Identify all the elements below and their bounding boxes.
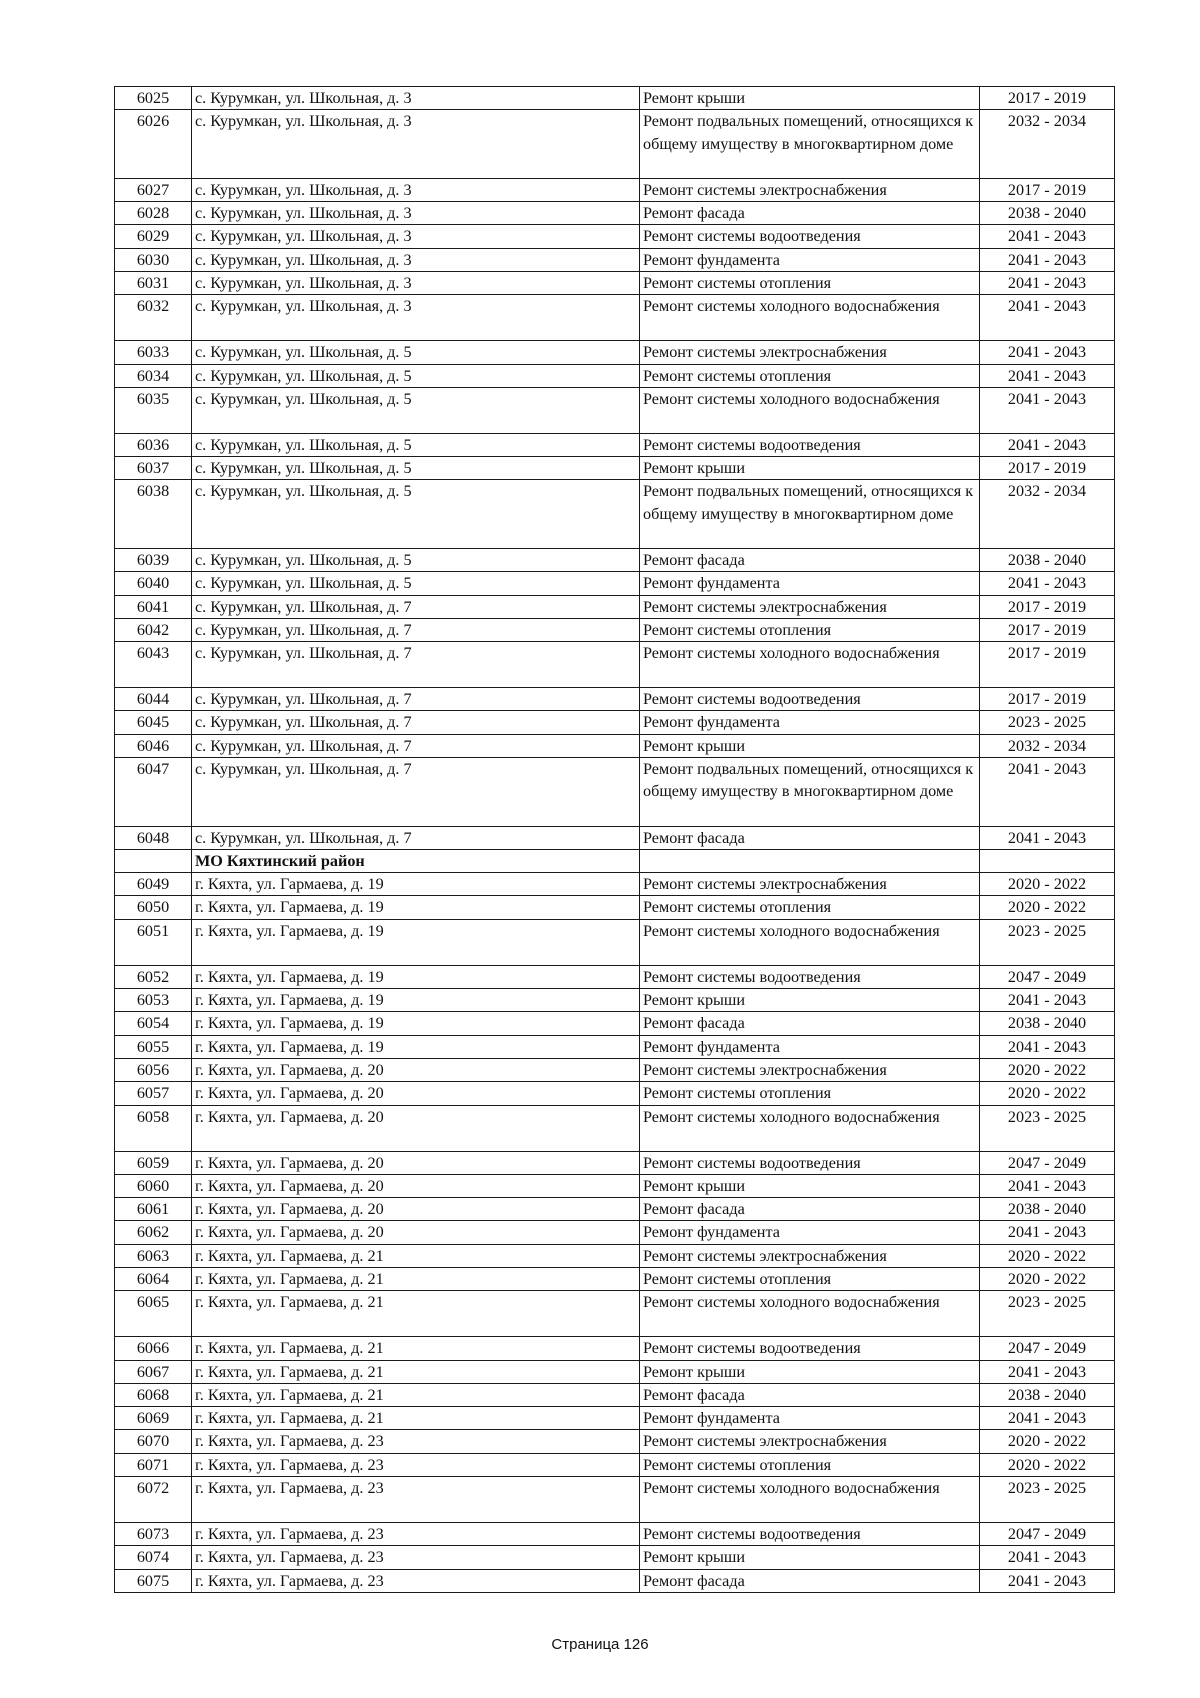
period-cell: 2020 - 2022 — [980, 1082, 1115, 1105]
period-cell: 2032 - 2034 — [980, 734, 1115, 757]
address-cell: с. Курумкан, ул. Школьная, д. 7 — [192, 595, 640, 618]
row-number-cell: 6070 — [115, 1430, 192, 1453]
work-type-cell: Ремонт крыши — [640, 1546, 980, 1569]
row-number-cell: 6048 — [115, 826, 192, 849]
row-number-cell: 6073 — [115, 1523, 192, 1546]
table-row — [115, 989, 1115, 1012]
work-type-cell: Ремонт системы электроснабжения — [640, 1244, 980, 1267]
row-number-cell: 6066 — [115, 1337, 192, 1360]
work-type-cell: Ремонт системы отопления — [640, 1453, 980, 1476]
table-row — [115, 1569, 1115, 1592]
table-row — [115, 1291, 1115, 1337]
address-cell: с. Курумкан, ул. Школьная, д. 5 — [192, 364, 640, 387]
work-type-cell: Ремонт системы отопления — [640, 896, 980, 919]
row-number-cell: 6030 — [115, 248, 192, 271]
row-number-cell: 6057 — [115, 1082, 192, 1105]
period-cell: 2020 - 2022 — [980, 1430, 1115, 1453]
row-number-cell: 6029 — [115, 225, 192, 248]
work-type-cell: Ремонт системы отопления — [640, 271, 980, 294]
work-type-cell: Ремонт системы отопления — [640, 618, 980, 641]
work-type-cell: Ремонт фасада — [640, 1012, 980, 1035]
period-cell: 2041 - 2043 — [980, 1407, 1115, 1430]
row-number-cell: 6059 — [115, 1151, 192, 1174]
work-type-cell: Ремонт системы холодного водоснабжения — [640, 642, 980, 688]
table-row — [115, 1012, 1115, 1035]
table-row — [115, 87, 1115, 110]
period-cell: 2041 - 2043 — [980, 989, 1115, 1012]
row-number-cell: 6026 — [115, 110, 192, 179]
address-cell: с. Курумкан, ул. Школьная, д. 5 — [192, 341, 640, 364]
period-cell: 2041 - 2043 — [980, 271, 1115, 294]
address-cell: г. Кяхта, ул. Гармаева, д. 19 — [192, 1012, 640, 1035]
address-cell: с. Курумкан, ул. Школьная, д. 3 — [192, 87, 640, 110]
work-type-cell: Ремонт системы электроснабжения — [640, 1058, 980, 1081]
work-type-cell: Ремонт системы холодного водоснабжения — [640, 1291, 980, 1337]
table-row — [115, 364, 1115, 387]
address-cell: г. Кяхта, ул. Гармаева, д. 20 — [192, 1174, 640, 1197]
address-cell: г. Кяхта, ул. Гармаева, д. 23 — [192, 1430, 640, 1453]
work-type-cell: Ремонт фасада — [640, 1198, 980, 1221]
work-type-cell: Ремонт системы электроснабжения — [640, 873, 980, 896]
work-type-cell: Ремонт системы отопления — [640, 364, 980, 387]
address-cell: с. Курумкан, ул. Школьная, д. 7 — [192, 758, 640, 827]
work-type-cell: Ремонт системы водоотведения — [640, 688, 980, 711]
address-cell: с. Курумкан, ул. Школьная, д. 7 — [192, 642, 640, 688]
period-cell: 2017 - 2019 — [980, 642, 1115, 688]
table-row — [115, 271, 1115, 294]
table-row — [115, 688, 1115, 711]
work-type-cell: Ремонт системы холодного водоснабжения — [640, 387, 980, 433]
table-row — [115, 1268, 1115, 1291]
table-row — [115, 295, 1115, 341]
period-cell: 2041 - 2043 — [980, 1221, 1115, 1244]
period-cell: 2041 - 2043 — [980, 225, 1115, 248]
period-cell: 2032 - 2034 — [980, 110, 1115, 179]
address-cell: с. Курумкан, ул. Школьная, д. 7 — [192, 688, 640, 711]
table-row — [115, 248, 1115, 271]
page-number: Страница 126 — [551, 1636, 649, 1653]
table-row — [115, 1151, 1115, 1174]
row-number-cell: 6049 — [115, 873, 192, 896]
address-cell: с. Курумкан, ул. Школьная, д. 5 — [192, 548, 640, 571]
address-cell: с. Курумкан, ул. Школьная, д. 5 — [192, 433, 640, 456]
work-type-cell: Ремонт системы отопления — [640, 1082, 980, 1105]
period-cell: 2038 - 2040 — [980, 1012, 1115, 1035]
work-type-cell: Ремонт системы электроснабжения — [640, 595, 980, 618]
table-row — [115, 826, 1115, 849]
row-number-cell: 6034 — [115, 364, 192, 387]
period-cell: 2047 - 2049 — [980, 965, 1115, 988]
table-row — [115, 1430, 1115, 1453]
row-number-cell: 6071 — [115, 1453, 192, 1476]
work-type-cell: Ремонт фундамента — [640, 572, 980, 595]
period-cell: 2047 - 2049 — [980, 1337, 1115, 1360]
address-cell: г. Кяхта, ул. Гармаева, д. 21 — [192, 1383, 640, 1406]
table-row — [115, 110, 1115, 179]
repair-schedule-table — [114, 86, 1115, 1593]
work-type-cell: Ремонт системы отопления — [640, 1268, 980, 1291]
table-row — [115, 711, 1115, 734]
work-type-cell: Ремонт подвальных помещений, относящихся к общему имуществу в многоквартирном доме — [640, 758, 980, 827]
table-row — [115, 1383, 1115, 1406]
table-row — [115, 1035, 1115, 1058]
period-cell: 2023 - 2025 — [980, 919, 1115, 965]
table-row — [115, 758, 1115, 827]
work-type-cell: Ремонт системы холодного водоснабжения — [640, 295, 980, 341]
period-cell: 2041 - 2043 — [980, 572, 1115, 595]
address-cell: г. Кяхта, ул. Гармаева, д. 21 — [192, 1337, 640, 1360]
period-cell: 2041 - 2043 — [980, 826, 1115, 849]
address-cell: г. Кяхта, ул. Гармаева, д. 19 — [192, 1035, 640, 1058]
row-number-cell: 6045 — [115, 711, 192, 734]
row-number-cell: 6054 — [115, 1012, 192, 1035]
work-type-cell: Ремонт крыши — [640, 989, 980, 1012]
table-row — [115, 178, 1115, 201]
address-cell: г. Кяхта, ул. Гармаева, д. 20 — [192, 1198, 640, 1221]
period-cell: 2041 - 2043 — [980, 1569, 1115, 1592]
address-cell: г. Кяхта, ул. Гармаева, д. 19 — [192, 896, 640, 919]
work-type-cell: Ремонт системы электроснабжения — [640, 178, 980, 201]
work-type-cell: Ремонт крыши — [640, 1360, 980, 1383]
table-row — [115, 1546, 1115, 1569]
table-row — [115, 1221, 1115, 1244]
section-header-row — [115, 849, 1115, 872]
period-cell: 2023 - 2025 — [980, 1291, 1115, 1337]
period-cell: 2041 - 2043 — [980, 1035, 1115, 1058]
row-number-cell: 6044 — [115, 688, 192, 711]
row-number-cell: 6040 — [115, 572, 192, 595]
row-number-cell: 6065 — [115, 1291, 192, 1337]
row-number-cell: 6043 — [115, 642, 192, 688]
row-number-cell: 6072 — [115, 1477, 192, 1523]
row-number-cell: 6039 — [115, 548, 192, 571]
address-cell: г. Кяхта, ул. Гармаева, д. 20 — [192, 1221, 640, 1244]
row-number-cell: 6067 — [115, 1360, 192, 1383]
table-row — [115, 1105, 1115, 1151]
section-title-cell: МО Кяхтинский район — [192, 849, 640, 872]
period-cell: 2041 - 2043 — [980, 248, 1115, 271]
row-number-cell: 6052 — [115, 965, 192, 988]
row-number-cell: 6074 — [115, 1546, 192, 1569]
address-cell: с. Курумкан, ул. Школьная, д. 5 — [192, 387, 640, 433]
row-number-cell: 6055 — [115, 1035, 192, 1058]
row-number-cell: 6069 — [115, 1407, 192, 1430]
period-cell: 2041 - 2043 — [980, 1360, 1115, 1383]
row-number-cell: 6060 — [115, 1174, 192, 1197]
work-type-cell: Ремонт фасада — [640, 202, 980, 225]
address-cell: с. Курумкан, ул. Школьная, д. 5 — [192, 572, 640, 595]
work-type-cell: Ремонт фасада — [640, 1383, 980, 1406]
work-type-cell: Ремонт фасада — [640, 1569, 980, 1592]
address-cell: с. Курумкан, ул. Школьная, д. 3 — [192, 110, 640, 179]
address-cell: с. Курумкан, ул. Школьная, д. 7 — [192, 618, 640, 641]
period-cell: 2047 - 2049 — [980, 1151, 1115, 1174]
table-row — [115, 1174, 1115, 1197]
address-cell: с. Курумкан, ул. Школьная, д. 5 — [192, 457, 640, 480]
address-cell: г. Кяхта, ул. Гармаева, д. 20 — [192, 1082, 640, 1105]
address-cell: г. Кяхта, ул. Гармаева, д. 21 — [192, 1268, 640, 1291]
address-cell: г. Кяхта, ул. Гармаева, д. 19 — [192, 919, 640, 965]
address-cell: г. Кяхта, ул. Гармаева, д. 23 — [192, 1477, 640, 1523]
address-cell: г. Кяхта, ул. Гармаева, д. 21 — [192, 1407, 640, 1430]
row-number-cell: 6053 — [115, 989, 192, 1012]
address-cell: г. Кяхта, ул. Гармаева, д. 23 — [192, 1523, 640, 1546]
address-cell: г. Кяхта, ул. Гармаева, д. 21 — [192, 1360, 640, 1383]
row-number-cell: 6056 — [115, 1058, 192, 1081]
table-row — [115, 1198, 1115, 1221]
address-cell: г. Кяхта, ул. Гармаева, д. 19 — [192, 965, 640, 988]
address-cell: с. Курумкан, ул. Школьная, д. 5 — [192, 480, 640, 549]
table-row — [115, 896, 1115, 919]
work-type-cell: Ремонт системы электроснабжения — [640, 1430, 980, 1453]
address-cell: с. Курумкан, ул. Школьная, д. 3 — [192, 248, 640, 271]
work-type-cell: Ремонт фундамента — [640, 1407, 980, 1430]
period-cell: 2020 - 2022 — [980, 1244, 1115, 1267]
period-cell: 2017 - 2019 — [980, 87, 1115, 110]
row-number-cell: 6042 — [115, 618, 192, 641]
address-cell: г. Кяхта, ул. Гармаева, д. 20 — [192, 1058, 640, 1081]
address-cell: г. Кяхта, ул. Гармаева, д. 20 — [192, 1151, 640, 1174]
work-type-cell: Ремонт фасада — [640, 548, 980, 571]
period-cell: 2041 - 2043 — [980, 364, 1115, 387]
period-cell: 2023 - 2025 — [980, 711, 1115, 734]
table-row — [115, 1523, 1115, 1546]
address-cell: с. Курумкан, ул. Школьная, д. 7 — [192, 734, 640, 757]
period-cell: 2041 - 2043 — [980, 1174, 1115, 1197]
address-cell: с. Курумкан, ул. Школьная, д. 3 — [192, 225, 640, 248]
row-number-cell: 6028 — [115, 202, 192, 225]
row-number-cell: 6037 — [115, 457, 192, 480]
period-cell: 2020 - 2022 — [980, 1058, 1115, 1081]
row-number-cell: 6075 — [115, 1569, 192, 1592]
period-cell: 2041 - 2043 — [980, 1546, 1115, 1569]
work-type-cell: Ремонт системы водоотведения — [640, 1337, 980, 1360]
period-cell: 2020 - 2022 — [980, 1268, 1115, 1291]
table-row — [115, 1337, 1115, 1360]
period-cell: 2017 - 2019 — [980, 618, 1115, 641]
table-row — [115, 548, 1115, 571]
period-cell: 2017 - 2019 — [980, 688, 1115, 711]
row-number-cell: 6061 — [115, 1198, 192, 1221]
row-number-cell: 6051 — [115, 919, 192, 965]
period-cell: 2041 - 2043 — [980, 758, 1115, 827]
row-number-cell: 6031 — [115, 271, 192, 294]
address-cell: с. Курумкан, ул. Школьная, д. 3 — [192, 271, 640, 294]
address-cell: г. Кяхта, ул. Гармаева, д. 19 — [192, 989, 640, 1012]
period-cell: 2017 - 2019 — [980, 595, 1115, 618]
table-row — [115, 873, 1115, 896]
address-cell: г. Кяхта, ул. Гармаева, д. 23 — [192, 1546, 640, 1569]
period-cell: 2038 - 2040 — [980, 1198, 1115, 1221]
work-type-cell: Ремонт подвальных помещений, относящихся к общему имуществу в многоквартирном доме — [640, 480, 980, 549]
row-number-cell: 6068 — [115, 1383, 192, 1406]
period-cell: 2020 - 2022 — [980, 873, 1115, 896]
row-number-cell — [115, 849, 192, 872]
period-cell — [980, 849, 1115, 872]
work-type-cell: Ремонт крыши — [640, 87, 980, 110]
row-number-cell: 6041 — [115, 595, 192, 618]
work-type-cell: Ремонт крыши — [640, 457, 980, 480]
period-cell: 2032 - 2034 — [980, 480, 1115, 549]
address-cell: с. Курумкан, ул. Школьная, д. 3 — [192, 178, 640, 201]
row-number-cell: 6035 — [115, 387, 192, 433]
period-cell: 2017 - 2019 — [980, 457, 1115, 480]
period-cell: 2047 - 2049 — [980, 1523, 1115, 1546]
work-type-cell: Ремонт фундамента — [640, 1035, 980, 1058]
row-number-cell: 6064 — [115, 1268, 192, 1291]
row-number-cell: 6050 — [115, 896, 192, 919]
work-type-cell: Ремонт системы холодного водоснабжения — [640, 1105, 980, 1151]
address-cell: г. Кяхта, ул. Гармаева, д. 21 — [192, 1244, 640, 1267]
table-row — [115, 480, 1115, 549]
table-row — [115, 965, 1115, 988]
row-number-cell: 6058 — [115, 1105, 192, 1151]
period-cell: 2038 - 2040 — [980, 1383, 1115, 1406]
table-row — [115, 919, 1115, 965]
table-row — [115, 734, 1115, 757]
work-type-cell: Ремонт системы водоотведения — [640, 225, 980, 248]
work-type-cell: Ремонт крыши — [640, 734, 980, 757]
work-type-cell: Ремонт системы холодного водоснабжения — [640, 919, 980, 965]
address-cell: г. Кяхта, ул. Гармаева, д. 19 — [192, 873, 640, 896]
work-type-cell: Ремонт фундамента — [640, 711, 980, 734]
table-body — [115, 87, 1115, 1593]
table-row — [115, 1360, 1115, 1383]
row-number-cell: 6033 — [115, 341, 192, 364]
work-type-cell: Ремонт системы водоотведения — [640, 1523, 980, 1546]
address-cell: г. Кяхта, ул. Гармаева, д. 20 — [192, 1105, 640, 1151]
address-cell: с. Курумкан, ул. Школьная, д. 3 — [192, 295, 640, 341]
period-cell: 2038 - 2040 — [980, 548, 1115, 571]
table-row — [115, 202, 1115, 225]
address-cell: г. Кяхта, ул. Гармаева, д. 21 — [192, 1291, 640, 1337]
work-type-cell: Ремонт системы водоотведения — [640, 965, 980, 988]
work-type-cell: Ремонт фундамента — [640, 1221, 980, 1244]
row-number-cell: 6062 — [115, 1221, 192, 1244]
period-cell: 2023 - 2025 — [980, 1105, 1115, 1151]
table-row — [115, 642, 1115, 688]
address-cell: с. Курумкан, ул. Школьная, д. 7 — [192, 711, 640, 734]
table-row — [115, 225, 1115, 248]
table-row — [115, 595, 1115, 618]
row-number-cell: 6046 — [115, 734, 192, 757]
work-type-cell: Ремонт системы водоотведения — [640, 433, 980, 456]
period-cell: 2041 - 2043 — [980, 341, 1115, 364]
address-cell: с. Курумкан, ул. Школьная, д. 7 — [192, 826, 640, 849]
period-cell: 2041 - 2043 — [980, 295, 1115, 341]
period-cell: 2041 - 2043 — [980, 433, 1115, 456]
address-cell: с. Курумкан, ул. Школьная, д. 3 — [192, 202, 640, 225]
work-type-cell: Ремонт крыши — [640, 1174, 980, 1197]
address-cell: г. Кяхта, ул. Гармаева, д. 23 — [192, 1453, 640, 1476]
row-number-cell: 6047 — [115, 758, 192, 827]
table-row — [115, 572, 1115, 595]
table-row — [115, 1407, 1115, 1430]
table-row — [115, 1058, 1115, 1081]
row-number-cell: 6063 — [115, 1244, 192, 1267]
table-row — [115, 457, 1115, 480]
period-cell: 2017 - 2019 — [980, 178, 1115, 201]
work-type-cell — [640, 849, 980, 872]
table-row — [115, 433, 1115, 456]
work-type-cell: Ремонт системы холодного водоснабжения — [640, 1477, 980, 1523]
table-row — [115, 618, 1115, 641]
period-cell: 2038 - 2040 — [980, 202, 1115, 225]
work-type-cell: Ремонт фасада — [640, 826, 980, 849]
address-cell: г. Кяхта, ул. Гармаева, д. 23 — [192, 1569, 640, 1592]
work-type-cell: Ремонт подвальных помещений, относящихся к общему имуществу в многоквартирном доме — [640, 110, 980, 179]
table-row — [115, 1477, 1115, 1523]
work-type-cell: Ремонт фундамента — [640, 248, 980, 271]
row-number-cell: 6027 — [115, 178, 192, 201]
table-row — [115, 1453, 1115, 1476]
table-row — [115, 1244, 1115, 1267]
work-type-cell: Ремонт системы водоотведения — [640, 1151, 980, 1174]
table-row — [115, 341, 1115, 364]
row-number-cell: 6036 — [115, 433, 192, 456]
work-type-cell: Ремонт системы электроснабжения — [640, 341, 980, 364]
table-row — [115, 387, 1115, 433]
row-number-cell: 6038 — [115, 480, 192, 549]
row-number-cell: 6025 — [115, 87, 192, 110]
row-number-cell: 6032 — [115, 295, 192, 341]
period-cell: 2041 - 2043 — [980, 387, 1115, 433]
period-cell: 2023 - 2025 — [980, 1477, 1115, 1523]
table-row — [115, 1082, 1115, 1105]
period-cell: 2020 - 2022 — [980, 896, 1115, 919]
period-cell: 2020 - 2022 — [980, 1453, 1115, 1476]
